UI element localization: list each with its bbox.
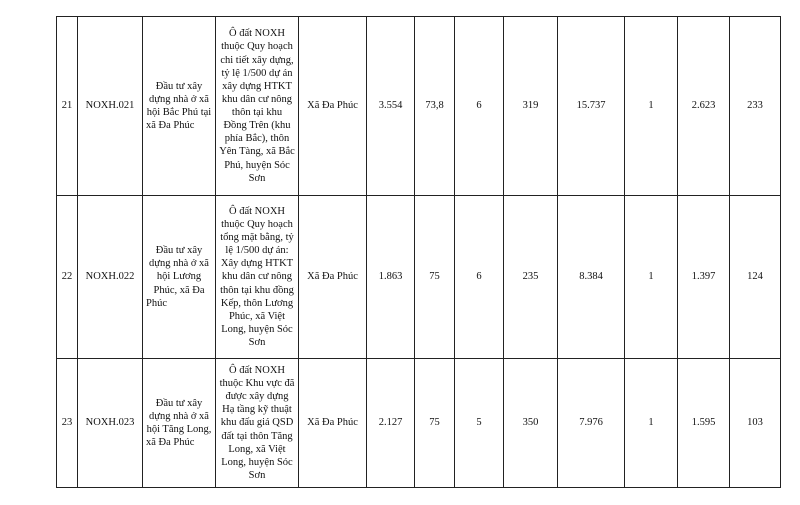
project-name: Đầu tư xây dựng nhà ở xã hội Tăng Long, xã Đa Phúc [143,359,216,488]
value-cell: 124 [730,196,781,359]
table-row [57,359,781,488]
land-description: Ô đất NOXH thuộc Quy hoạch chi tiết xây dựng, tỷ lệ 1/500 dự án xây dựng HTKT khu dân cư nông thôn tại khu Đồng Trên (khu phía Bắc), thôn Yên Tàng, xã Bắc Phú, huyện Sóc Sơn [216,17,299,196]
value-cell: 233 [730,17,781,196]
project-code: NOXH.021 [78,17,143,196]
row-number: 23 [57,359,78,488]
building-density: 73,8 [415,17,455,196]
land-area: 2.127 [367,359,415,488]
housing-land-table [56,16,781,488]
unit-count: 350 [504,359,558,488]
floor-count: 6 [455,17,504,196]
table-row [57,17,781,196]
land-description: Ô đất NOXH thuộc Khu vực đã được xây dựng Hạ tầng kỹ thuật khu đấu giá QSD đất tại thôn Tăng Long, xã Việt Long, huyện Sóc Sơn [216,359,299,488]
table-row [57,196,781,359]
floor-area: 7.976 [558,359,625,488]
row-number: 22 [57,196,78,359]
value-cell: 1 [625,17,678,196]
floor-count: 5 [455,359,504,488]
floor-area: 8.384 [558,196,625,359]
commune: Xã Đa Phúc [299,17,367,196]
unit-count: 235 [504,196,558,359]
land-area: 1.863 [367,196,415,359]
land-area: 3.554 [367,17,415,196]
building-density: 75 [415,196,455,359]
value-cell: 1.595 [678,359,730,488]
row-number: 21 [57,17,78,196]
commune: Xã Đa Phúc [299,359,367,488]
project-code: NOXH.022 [78,196,143,359]
value-cell: 1.397 [678,196,730,359]
land-description: Ô đất NOXH thuộc Quy hoạch tổng mặt bằng, tỷ lệ 1/500 dự án: Xây dựng HTKT khu dân cư nông thôn tại khu đồng Kếp, thôn Lương Phúc, xã Việt Long, huyện Sóc Sơn [216,196,299,359]
floor-area: 15.737 [558,17,625,196]
value-cell: 103 [730,359,781,488]
project-name: Đầu tư xây dựng nhà ở xã hội Lương Phúc, xã Đa Phúc [143,196,216,359]
unit-count: 319 [504,17,558,196]
building-density: 75 [415,359,455,488]
value-cell: 1 [625,359,678,488]
value-cell: 1 [625,196,678,359]
project-code: NOXH.023 [78,359,143,488]
commune: Xã Đa Phúc [299,196,367,359]
floor-count: 6 [455,196,504,359]
value-cell: 2.623 [678,17,730,196]
project-name: Đầu tư xây dựng nhà ở xã hội Bắc Phú tại xã Đa Phúc [143,17,216,196]
